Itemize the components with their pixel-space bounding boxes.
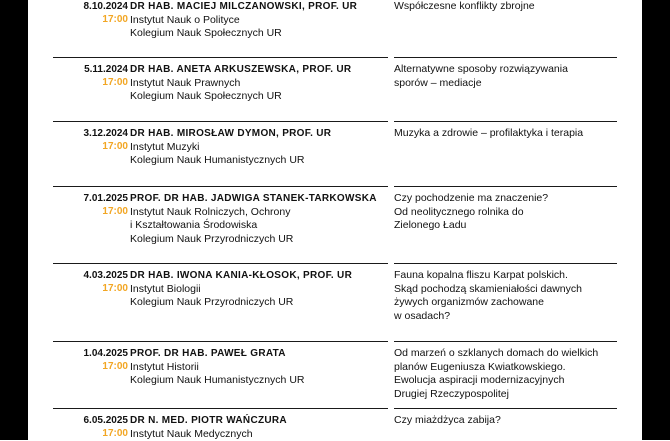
topic-block: [394, 127, 624, 141]
topic-line: Czy miażdżyca zabija?: [394, 414, 624, 428]
divider: [130, 263, 388, 264]
affiliation-line: Kolegium Nauk Społecznych UR: [130, 27, 392, 41]
affiliation-line: Instytut Biologii: [130, 283, 392, 297]
divider: [394, 263, 617, 264]
event-date: [53, 0, 128, 26]
topic-line: Fauna kopalna fliszu Karpat polskich.: [394, 269, 624, 283]
speaker-name: PROF. DR HAB. JADWIGA STANEK-TARKOWSKA: [130, 192, 392, 206]
divider: [394, 408, 617, 409]
divider: [394, 341, 617, 342]
affiliation-line: Kolegium Nauk Humanistycznych UR: [130, 374, 392, 388]
speaker-name: PROF. DR HAB. PAWEŁ GRATA: [130, 347, 392, 361]
affiliation-line: Kolegium Nauk Społecznych UR: [130, 90, 392, 104]
date-text: 4.03.2025: [84, 270, 129, 281]
topic-line: Ewolucja aspiracji modernizacyjnych: [394, 374, 624, 388]
speaker-block: [130, 127, 392, 168]
topic-line: Drugiej Rzeczypospolitej: [394, 388, 624, 402]
topic-line: Od neolitycznego rolnika do: [394, 206, 624, 220]
date-text: 7.01.2025: [84, 193, 129, 204]
speaker-name: DR HAB. MACIEJ MILCZANOWSKI, PROF. UR: [130, 0, 392, 14]
topic-block: [394, 347, 624, 401]
topic-line: Zielonego Ładu: [394, 219, 624, 233]
affiliation-line: Kolegium Nauk Humanistycznych UR: [130, 154, 392, 168]
time-text: 17:00: [53, 427, 128, 440]
topic-line: Muzyka a zdrowie – profilaktyka i terapia: [394, 127, 624, 141]
divider: [130, 121, 388, 122]
divider: [130, 341, 388, 342]
event-date: [53, 347, 128, 373]
time-text: 17:00: [53, 13, 128, 26]
topic-line: Współczesne konflikty zbrojne: [394, 0, 624, 14]
topic-line: Od marzeń o szklanych domach do wielkich: [394, 347, 624, 361]
topic-block: [394, 414, 624, 428]
topic-line: w osadach?: [394, 310, 624, 324]
divider: [53, 57, 133, 58]
divider: [53, 408, 133, 409]
topic-line: planów Eugeniusza Kwiatkowskiego.: [394, 361, 624, 375]
topic-block: [394, 63, 624, 90]
topic-block: [394, 0, 624, 14]
speaker-name: DR HAB. MIROSŁAW DYMON, PROF. UR: [130, 127, 392, 141]
affiliation-line: i Kształtowania Środowiska: [130, 219, 392, 233]
event-date: [53, 63, 128, 89]
time-text: 17:00: [53, 282, 128, 295]
divider: [53, 121, 133, 122]
event-date: [53, 269, 128, 295]
speaker-block: [130, 347, 392, 388]
divider: [394, 121, 617, 122]
speaker-block: [130, 63, 392, 104]
divider: [130, 186, 388, 187]
topic-block: [394, 192, 624, 233]
topic-line: żywych organizmów zachowane: [394, 296, 624, 310]
time-text: 17:00: [53, 205, 128, 218]
event-date: [53, 127, 128, 153]
date-text: 6.05.2025: [84, 415, 129, 426]
affiliation-line: Instytut Nauk o Polityce: [130, 14, 392, 28]
affiliation-line: Instytut Muzyki: [130, 141, 392, 155]
speaker-block: [130, 269, 392, 310]
affiliation-line: Kolegium Nauk Przyrodniczych UR: [130, 233, 392, 247]
topic-line: Czy pochodzenie ma znaczenie?: [394, 192, 624, 206]
left-border: [0, 0, 28, 440]
date-text: 1.04.2025: [84, 348, 129, 359]
divider: [53, 186, 133, 187]
time-text: 17:00: [53, 76, 128, 89]
date-text: 8.10.2024: [84, 1, 129, 12]
date-text: 5.11.2024: [84, 64, 128, 75]
topic-line: Skąd pochodzą skamieniałości dawnych: [394, 283, 624, 297]
speaker-name: DR HAB. IWONA KANIA-KŁOSOK, PROF. UR: [130, 269, 392, 283]
topic-line: sporów – mediacje: [394, 77, 624, 91]
affiliation-line: Instytut Nauk Medycznych: [130, 428, 392, 441]
affiliation-line: Instytut Nauk Rolniczych, Ochrony: [130, 206, 392, 220]
speaker-name: DR HAB. ANETA ARKUSZEWSKA, PROF. UR: [130, 63, 392, 77]
divider: [394, 57, 617, 58]
speaker-block: [130, 192, 392, 246]
time-text: 17:00: [53, 140, 128, 153]
date-text: 3.12.2024: [84, 128, 129, 139]
divider: [53, 263, 133, 264]
divider: [394, 186, 617, 187]
topic-block: [394, 269, 624, 323]
divider: [130, 408, 388, 409]
event-date: [53, 192, 128, 218]
affiliation-line: Instytut Nauk Prawnych: [130, 77, 392, 91]
topic-line: Alternatywne sposoby rozwiązywania: [394, 63, 624, 77]
speaker-block: [130, 0, 392, 41]
affiliation-line: Kolegium Nauk Przyrodniczych UR: [130, 296, 392, 310]
right-border: [642, 0, 670, 440]
divider: [130, 57, 388, 58]
affiliation-line: Instytut Historii: [130, 361, 392, 375]
divider: [53, 341, 133, 342]
time-text: 17:00: [53, 360, 128, 373]
event-date: [53, 414, 128, 440]
speaker-block: [130, 414, 392, 441]
speaker-name: DR N. MED. PIOTR WAŃCZURA: [130, 414, 392, 428]
